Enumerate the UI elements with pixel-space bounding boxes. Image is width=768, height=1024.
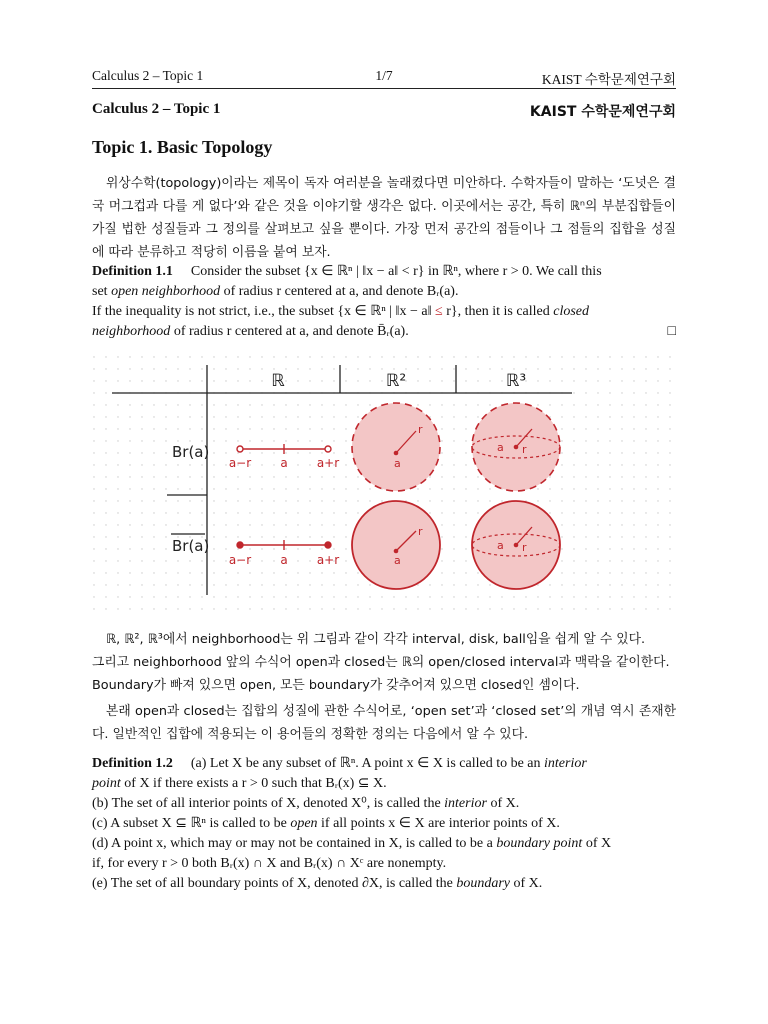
def11-line2-post: of radius r centered at a, and denote Bᵣ(a). bbox=[220, 284, 459, 299]
def12-a1: (a) Let X be any subset of ℝⁿ. A point x ∈ X is called to be an bbox=[190, 756, 545, 771]
def11-line2-pre: set bbox=[92, 284, 112, 299]
paragraph-open-closed bbox=[92, 700, 676, 746]
def12-c-post: if all points x ∈ X are interior points of X. bbox=[317, 816, 560, 831]
page-number: 1/7 bbox=[375, 68, 393, 83]
def12-d-post: of X bbox=[582, 836, 612, 851]
def12-a2: of X if there exists a r > 0 such that Bᵣ(x) ⊆ X. bbox=[120, 776, 387, 791]
neighborhood-figure bbox=[92, 355, 676, 610]
course-title: Calculus 2 – Topic 1 bbox=[92, 101, 221, 117]
term-open: open bbox=[290, 816, 318, 831]
para2-line2: 그리고 neighborhood 앞의 수식어 open과 closed는 ℝ의 open/closed interval과 맥락을 같이한다. bbox=[92, 655, 670, 670]
def12-b-post: of X. bbox=[486, 796, 520, 811]
radius-label: r bbox=[418, 423, 423, 436]
def12-d-pre: (d) A point x, which may or may not be contained in X, is called to be a bbox=[92, 836, 497, 851]
radius-label: r bbox=[522, 541, 527, 554]
header-left: Calculus 2 – Topic 1 bbox=[92, 68, 204, 83]
header-rule bbox=[92, 88, 676, 89]
term-interior-b: interior bbox=[444, 796, 487, 811]
def11-line3-post: r}, then it is called bbox=[442, 304, 554, 319]
term-neighborhood: neighborhood bbox=[92, 324, 171, 339]
leq-symbol: ≤ bbox=[435, 304, 443, 319]
term-closed: closed bbox=[553, 304, 590, 319]
term-boundary-point: boundary point bbox=[496, 836, 583, 851]
label-a-plus-r: a+r bbox=[316, 553, 340, 567]
center-label: a bbox=[394, 554, 401, 567]
para3-text: 본래 open과 closed는 집합의 성질에 관한 수식어로, ‘open set’과 ‘closed set’의 개념 역시 존재한다. 일반적인 집합에 적용되는 이 용어들의 정확한 정의는 다음에서 알 수 있다. bbox=[92, 704, 676, 742]
topic-heading: Topic 1. Basic Topology bbox=[92, 137, 273, 157]
radius-label: r bbox=[418, 525, 423, 538]
running-header bbox=[92, 68, 676, 88]
def12-e-pre: (e) The set of all boundary points of X, denoted ∂X, is called the bbox=[92, 876, 457, 891]
col-header-r2: ℝ² bbox=[385, 371, 407, 391]
intro-paragraph bbox=[92, 172, 676, 264]
closed-endpoint-right bbox=[325, 542, 331, 548]
open-endpoint-left bbox=[237, 446, 243, 452]
term-interior: interior bbox=[544, 756, 587, 771]
term-point: point bbox=[92, 776, 121, 791]
center-label: a bbox=[497, 441, 504, 454]
def11-line4-post: of radius r centered at a, and denote B̄ᵣ(a). bbox=[170, 324, 409, 339]
def11-line3-pre: If the inequality is not strict, i.e., the subset {x ∈ ℝⁿ | ‖x − a‖ bbox=[92, 304, 436, 319]
row-label-closed: Br(a) bbox=[172, 537, 210, 555]
col-header-r3: ℝ³ bbox=[505, 371, 527, 391]
header-right: KAIST 수학문제연구회 bbox=[541, 72, 676, 87]
open-ball bbox=[472, 403, 560, 491]
definition-1-2-label: Definition 1.2 bbox=[92, 756, 173, 771]
center-label: a bbox=[394, 457, 401, 470]
label-a: a bbox=[280, 456, 288, 470]
def12-b-pre: (b) The set of all interior points of X, denoted X⁰, is called the bbox=[92, 796, 445, 811]
open-endpoint-right bbox=[325, 446, 331, 452]
organization-title: KAIST 수학문제연구회 bbox=[529, 104, 676, 120]
para2-line3: Boundary가 빠져 있으면 open, 모든 boundary가 갖추어져 있으면 closed인 셈이다. bbox=[92, 678, 580, 693]
definition-1-2 bbox=[92, 754, 676, 894]
term-boundary: boundary bbox=[456, 876, 511, 891]
paragraph-neighborhoods bbox=[92, 628, 676, 697]
def12-c-pre: (c) A subset X ⊆ ℝⁿ is called to be bbox=[92, 816, 291, 831]
para2-line1: ℝ, ℝ², ℝ³에서 neighborhood는 위 그림과 같이 각각 interval, disk, ball임을 쉽게 알 수 있다. bbox=[106, 632, 646, 647]
neighborhood-figure-svg bbox=[92, 355, 676, 610]
row-label-open: Br(a) bbox=[172, 443, 210, 461]
def12-d2: if, for every r > 0 both Bᵣ(x) ∩ X and Bᵣ(x) ∩ Xᶜ are nonempty. bbox=[92, 856, 447, 871]
closed-endpoint-left bbox=[237, 542, 243, 548]
qed-symbol: □ bbox=[667, 324, 676, 339]
title-line bbox=[92, 101, 676, 118]
label-a-minus-r: a−r bbox=[228, 553, 252, 567]
open-disk bbox=[352, 403, 440, 491]
definition-1-1 bbox=[92, 262, 676, 342]
closed-disk bbox=[352, 501, 440, 589]
term-open-neighborhood: open neighborhood bbox=[111, 284, 221, 299]
col-header-r1: ℝ bbox=[271, 371, 285, 391]
label-a-minus-r: a−r bbox=[228, 456, 252, 470]
intro-text: 위상수학(topology)이라는 제목이 독자 여러분을 놀래켰다면 미안하다. 수학자들이 말하는 ‘도넛은 결국 머그컵과 다를 게 없다’와 같은 것을 이야기할 생각은 없다. 이곳에서는 공간, 특히 ℝⁿ의 부분집합들이 가질 법한 성질들과 그 정의를 살펴보고 싶을 뿐이다. 가장 먼저 공간의 점들이나 그 점들의 집합을 성질에 따라 분류하고 적당히 이름을 붙여 보자. bbox=[92, 176, 676, 260]
label-a-plus-r: a+r bbox=[316, 456, 340, 470]
def11-line1: Consider the subset {x ∈ ℝⁿ | ‖x − a‖ < r} in ℝⁿ, where r > 0. We call this bbox=[190, 264, 602, 279]
radius-label: r bbox=[522, 443, 527, 456]
def12-e-post: of X. bbox=[510, 876, 543, 891]
center-label: a bbox=[497, 539, 504, 552]
definition-1-1-label: Definition 1.1 bbox=[92, 264, 173, 279]
label-a: a bbox=[280, 553, 288, 567]
closed-ball bbox=[472, 501, 560, 589]
